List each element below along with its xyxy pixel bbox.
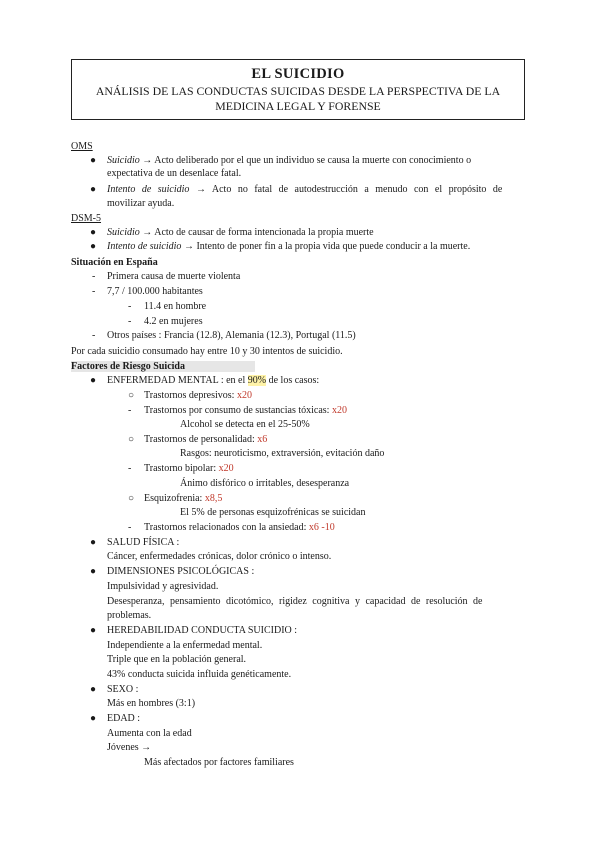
dash-icon: -	[128, 301, 132, 312]
bullet-icon: ●	[90, 155, 97, 166]
bullet-icon: ●	[90, 227, 97, 238]
oms-suicidio-cont: expectativa de un desenlace fatal.	[107, 168, 242, 179]
risk-hered-text: Triple que en la población general.	[107, 654, 247, 665]
dash-icon: -	[92, 330, 96, 341]
bullet-icon: ●	[90, 375, 97, 386]
dash-icon: -	[92, 286, 96, 297]
mental-item: Trastornos de personalidad: x6	[144, 434, 268, 445]
dsm-heading: DSM-5	[71, 213, 102, 224]
risk-heading: Factores de Riesgo Suicida	[71, 360, 255, 373]
dsm-suicidio: Suicidio → Acto de causar de forma intencionada la propia muerte	[107, 227, 374, 238]
spain-subitem: 11.4 en hombre	[144, 301, 207, 312]
oms-intento: Intento de suicidio → Acto no fatal de autodestrucción a menudo con el propósito de	[107, 184, 503, 195]
bullet-icon: ●	[90, 713, 97, 724]
risk-hered-text: Independiente a la enfermedad mental.	[107, 640, 263, 651]
spain-subitem: 4.2 en mujeres	[144, 316, 203, 327]
bullet-icon: ●	[90, 241, 97, 252]
mental-note: El 5% de personas esquizofrénicas se suicidan	[180, 507, 366, 518]
risk-psico-label: DIMENSIONES PSICOLÓGICAS :	[107, 566, 255, 577]
bullet-icon: ●	[90, 566, 97, 577]
document-title: EL SUICIDIO	[251, 66, 345, 82]
oms-suicidio: Suicidio → Acto deliberado por el que un individuo se causa la muerte con conocimiento o	[107, 155, 472, 166]
bullet-icon: ●	[90, 625, 97, 636]
oms-intento-cont: movilizar ayuda.	[107, 198, 175, 209]
dsm-intento: Intento de suicidio → Intento de poner fin a la propia vida que puede conducir a la muerte.	[107, 241, 471, 252]
circle-icon: ○	[128, 390, 135, 401]
dash-icon: -	[128, 522, 132, 533]
dash-icon: -	[128, 463, 132, 474]
risk-sexo-label: SEXO :	[107, 684, 139, 695]
spain-note: Por cada suicidio consumado hay entre 10 y 30 intentos de suicidio.	[71, 346, 343, 357]
risk-hered-text: 43% conducta suicida influida genéticamente.	[107, 669, 292, 680]
title-box	[71, 59, 525, 120]
circle-icon: ○	[128, 493, 135, 504]
bullet-icon: ●	[90, 537, 97, 548]
mental-item: Trastornos por consumo de sustancias tóxicas: x20	[144, 405, 347, 416]
circle-icon: ○	[128, 434, 135, 445]
risk-mental: ENFERMEDAD MENTAL : en el 90% de los casos:	[107, 375, 320, 386]
spain-item: 7,7 / 100.000 habitantes	[107, 286, 203, 297]
document-subtitle: ANÁLISIS DE LAS CONDUCTAS SUICIDAS DESDE LA PERSPECTIVA DE LA MEDICINA LEGAL Y FORENSE	[95, 84, 501, 113]
risk-psico-text: Desesperanza, pensamiento dicotómico, rigidez cognitiva y capacidad de resolución de	[107, 596, 483, 607]
dash-icon: -	[128, 316, 132, 327]
bullet-icon: ●	[90, 684, 97, 695]
bullet-icon: ●	[90, 184, 97, 195]
oms-heading: OMS	[71, 141, 93, 152]
risk-hered-label: HEREDABILIDAD CONDUCTA SUICIDIO :	[107, 625, 298, 636]
spain-heading: Situación en España	[71, 257, 158, 268]
risk-psico-text: problemas.	[107, 610, 152, 621]
risk-sexo-text: Más en hombres (3:1)	[107, 698, 196, 709]
risk-psico-text: Impulsividad y agresividad.	[107, 581, 219, 592]
spain-item: Otros países : Francia (12.8), Alemania (12.3), Portugal (11.5)	[107, 330, 356, 341]
risk-edad-text: Más afectados por factores familiares	[144, 757, 294, 768]
spain-item: Primera causa de muerte violenta	[107, 271, 241, 282]
risk-edad-text: Aumenta con la edad	[107, 728, 192, 739]
mental-item: Trastornos relacionados con la ansiedad: x6 -10	[144, 522, 335, 533]
risk-edad-label: EDAD :	[107, 713, 141, 724]
mental-note: Ánimo disfórico o irritables, desesperanza	[180, 478, 350, 489]
risk-fisica-label: SALUD FÍSICA :	[107, 537, 180, 548]
dash-icon: -	[92, 271, 96, 282]
mental-item: Trastornos depresivos: x20	[144, 390, 252, 401]
mental-note: Rasgos: neuroticismo, extraversión, evitación daño	[180, 448, 385, 459]
mental-item: Esquizofrenia: x8,5	[144, 493, 223, 504]
dash-icon: -	[128, 405, 132, 416]
mental-note: Alcohol se detecta en el 25-50%	[180, 419, 310, 430]
risk-fisica-text: Cáncer, enfermedades crónicas, dolor crónico o intenso.	[107, 551, 332, 562]
mental-item: Trastorno bipolar: x20	[144, 463, 234, 474]
risk-edad-text: Jóvenes →	[107, 742, 152, 753]
